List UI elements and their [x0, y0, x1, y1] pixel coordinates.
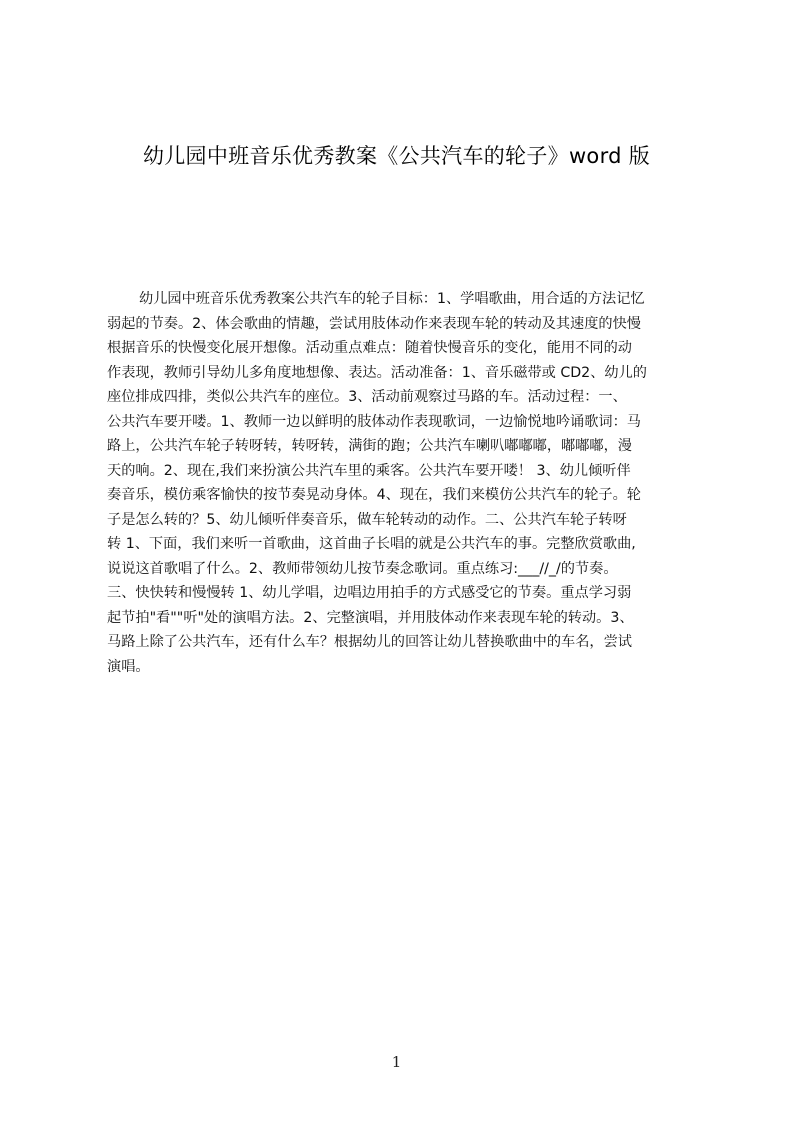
text-line: 弱起的节奏。2、体会歌曲的情趣，尝试用肢体动作来表现车轮的转动及其速度的快慢 — [107, 315, 641, 332]
text-line: 说说这首歌唱了什么。2、教师带领幼儿按节奏念歌词。重点练习:___//_/的节奏。 — [107, 560, 618, 577]
text-line: 公共汽车要开喽。1、教师一边以鲜明的肢体动作表现歌词，一边愉悦地吟诵歌词：马 — [107, 413, 641, 430]
text-line: 转 1、下面，我们来听一首歌曲，这首曲子长唱的就是公共汽车的事。完整欣赏歌曲, — [107, 536, 636, 552]
text-line: 幼儿园中班音乐优秀教案公共汽车的轮子目标：1、学唱歌曲，用合适的方法记忆 — [139, 291, 645, 307]
text-line: 马路上除了公共汽车，还有什么车？根据幼儿的回答让幼儿替换歌曲中的车名，尝试 — [107, 634, 632, 650]
text-line: 起节拍"看""听"处的演唱方法。2、完整演唱，并用肢体动作来表现车轮的转动。3、 — [107, 609, 634, 626]
text-line: 奏音乐，模仿乘客愉快的按节奏晃动身体。4、现在，我们来模仿公共汽车的轮子。轮 — [107, 487, 641, 503]
text-line: 路上，公共汽车轮子转呀转，转呀转，满街的跑；公共汽车喇叭嘟嘟嘟，嘟嘟嘟，漫 — [107, 438, 632, 454]
text-line: 根据音乐的快慢变化展开想像。活动重点难点：随着快慢音乐的变化，能用不同的动 — [107, 340, 632, 356]
text-line: 座位排成四排，类似公共汽车的座位。3、活动前观察过马路的车。活动过程：一、 — [107, 389, 627, 405]
text-line: 三、快快转和慢慢转 1、幼儿学唱，边唱边用拍手的方式感受它的节奏。重点学习弱 — [107, 585, 632, 601]
text-line: 演唱。 — [107, 658, 150, 675]
text-line: 子是怎么转的？5、幼儿倾听伴奏音乐，做车轮转动的动作。二、公共汽车轮子转呀 — [107, 511, 627, 528]
text-line: 天的响。2、现在,我们来扮演公共汽车里的乘客。公共汽车要开喽！ 3、幼儿倾听伴 — [107, 462, 631, 479]
page-number: 1 — [391, 1053, 402, 1071]
text-line: 作表现，教师引导幼儿多角度地想像、表达。活动准备：1、音乐磁带或 CD2、幼儿的 — [107, 364, 647, 381]
page-title: 幼儿园中班音乐优秀教案《公共汽车的轮子》word 版 — [142, 144, 651, 168]
body-text — [107, 287, 697, 717]
